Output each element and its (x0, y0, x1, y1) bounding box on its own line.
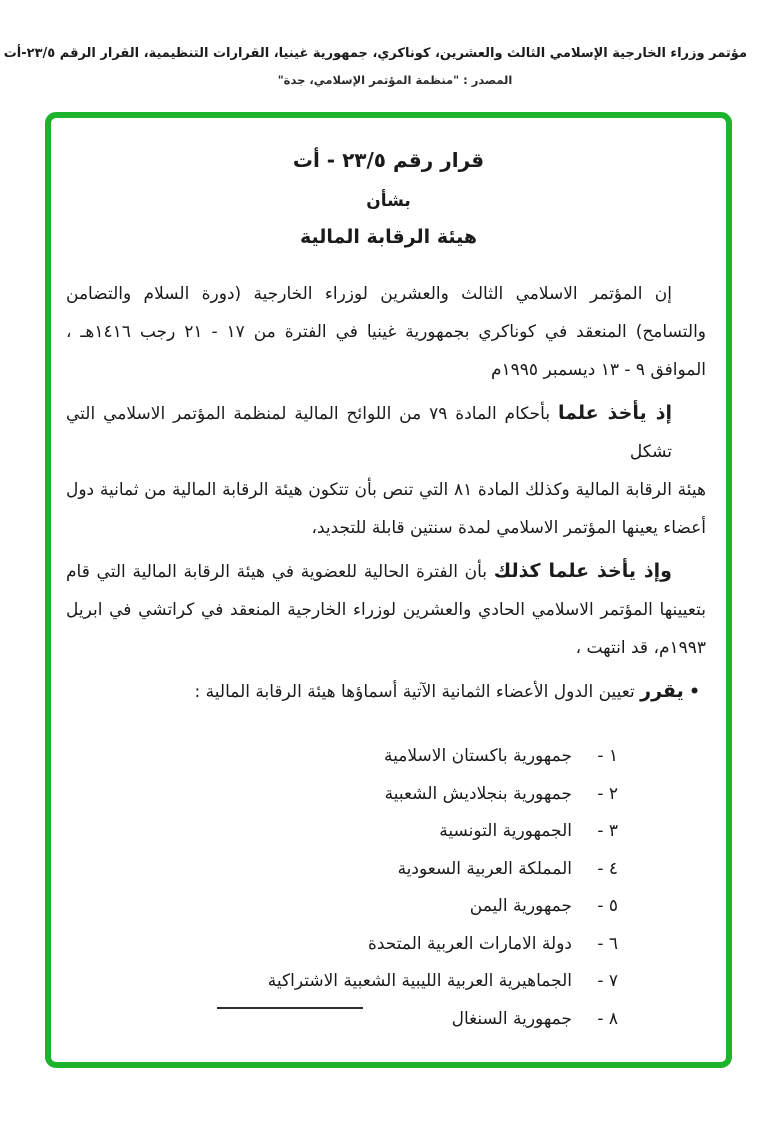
list-item-country: جمهورية بنجلاديش الشعبية (384, 783, 572, 804)
paragraph-line: إن المؤتمر الاسلامي الثالث والعشرين لوزراء الخارجية (دورة السلام والتضامن (66, 284, 672, 304)
paragraph-line (66, 394, 706, 471)
list-item-number: ٤ - (597, 858, 618, 879)
paragraph-line-text: بأحكام المادة ٧٩ من اللوائح المالية لمنظمة المؤتمر الاسلامي التي تشكل (66, 404, 672, 462)
decides-lead-in: يقرر (640, 680, 684, 702)
paragraph-line: أعضاء يعينها المؤتمر الاسلامي لمدة سنتين قابلة للتجديد، (311, 518, 706, 538)
list-item-country: جمهورية السنغال (451, 1008, 572, 1029)
paragraph-lead-in: وإذ يأخذ علما كذلك (493, 560, 672, 582)
also-noting-paragraph (66, 552, 706, 667)
list-item (66, 963, 618, 1001)
list-item-number: ٢ - (597, 783, 618, 804)
list-item-number: ٣ - (597, 821, 618, 841)
taking-note-paragraph (66, 394, 706, 547)
resolution-body (66, 275, 706, 1038)
resolution-subject-title: هيئة الرقابة المالية (299, 226, 478, 248)
list-item (66, 776, 618, 814)
list-item-country: جمهورية اليمن (469, 896, 572, 916)
document-source-header: مؤتمر وزراء الخارجية الإسلامي الثالث والعشرين، كوناكري، جمهورية غينيا، القرارات التنظيمية، القرار الرقم ٢٣/٥-أت (3, 46, 747, 61)
list-item (66, 813, 618, 851)
decides-clause (66, 672, 706, 711)
paragraph-line: ١٩٩٣م، قد انتهت ، (575, 638, 706, 658)
paragraph-line-text: بأن الفترة الحالية للعضوية في هيئة الرقابة المالية التي قام (66, 562, 494, 582)
list-item (66, 738, 618, 776)
list-item (66, 851, 618, 889)
paragraph-line: والتسامح) المنعقد في كوناكري بجمهورية غينيا في الفترة من ١٧ - ٢١ رجب ١٤١٦هـ ، (66, 322, 706, 342)
list-item-country: جمهورية باكستان الاسلامية (384, 746, 572, 766)
list-item (66, 888, 618, 926)
paragraph-line: بتعيينها المؤتمر الاسلامي الحادي والعشرين لوزراء الخارجية المنعقد في كراتشي في ابريل (66, 600, 706, 620)
decides-text: تعيين الدول الأعضاء الثمانية الآتية أسماؤها هيئة الرقابة المالية : (194, 682, 641, 702)
resolution-regarding-label: بشأن (366, 191, 411, 211)
paragraph-line: الموافق ٩ - ١٣ ديسمبر ١٩٩٥م (491, 360, 706, 380)
list-item-number: ٦ - (597, 933, 618, 954)
paragraph-line: هيئة الرقابة المالية وكذلك المادة ٨١ التي تنص بأن تتكون هيئة الرقابة المالية من ثمانية دول (66, 480, 706, 500)
member-states-list (66, 738, 618, 1038)
list-item-number: ٧ - (597, 971, 618, 991)
preamble-paragraph (66, 275, 706, 389)
list-item-number: ٨ - (597, 1008, 618, 1029)
list-item-country: الجماهيرية العربية الليبية الشعبية الاشتراكية (267, 971, 572, 991)
list-item (66, 926, 618, 964)
list-item-number: ١ - (597, 746, 618, 766)
green-document-frame (45, 112, 732, 1068)
paragraph-line (66, 552, 706, 591)
resolution-title-block (51, 148, 726, 248)
list-item-number: ٥ - (597, 896, 618, 916)
resolution-number-title: قرار رقم ٢٣/٥ - أت (292, 148, 485, 172)
footer-divider-line (217, 1007, 363, 1009)
bullet-icon: • (689, 682, 700, 702)
paragraph-lead-in: إذ يأخذ علما (557, 402, 672, 424)
document-source-subheader: المصدر : "منظمة المؤتمر الإسلامي، جدة" (277, 73, 513, 87)
list-item-country: الجمهورية التونسية (439, 821, 572, 841)
list-item-country: دولة الامارات العربية المتحدة (367, 933, 572, 954)
list-item-country: المملكة العربية السعودية (397, 858, 572, 879)
